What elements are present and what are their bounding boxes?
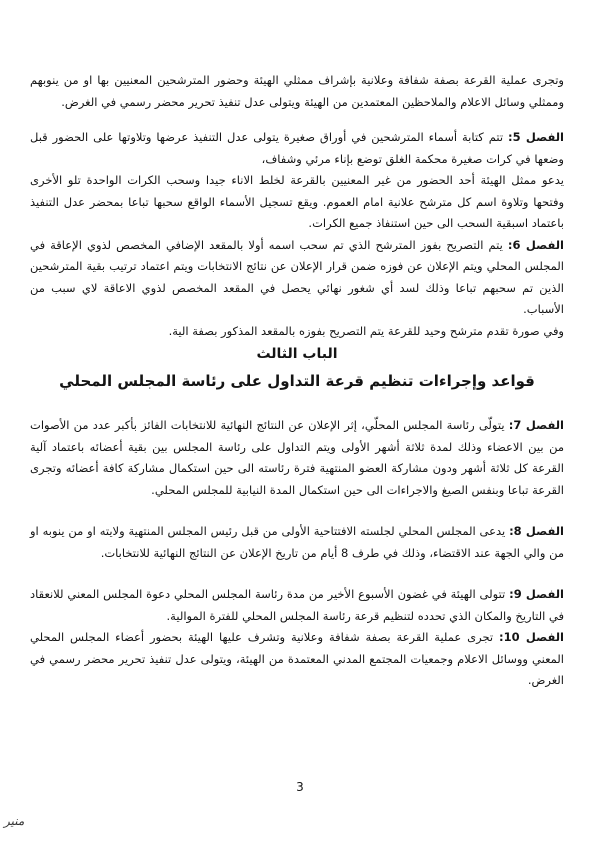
handwritten-initials: ﻣﻨﻴﺮ	[4, 814, 25, 828]
article-5-label: الفصل 5:	[507, 130, 565, 144]
article-9-label: الفصل 9:	[509, 587, 564, 601]
chapter-subtitle: قواعد وإجراءات تنظيم قرعة التداول على رئاسة المجلس المحلي	[59, 372, 535, 390]
article-8	[30, 521, 564, 564]
article-8-label: الفصل 8:	[509, 524, 564, 538]
paragraph-draw-steps: يدعو ممثل الهيئة أحد الحضور من غير المعنيين بالقرعة لخلط الاناء جيدا وسحب الكرات الواحدة تلو الأخرى وفتحها وتلاوة اسم كل مترشح علانية امام العموم. ويقع تسجيل الأسماء الواقع سحبها تباعا بمحضر عدل التنفيذ باعتماد اسبقية السحب الى حين استنفاذ جميع الكرات.	[30, 173, 564, 230]
article-7-label: الفصل 7:	[508, 418, 564, 432]
chapter-title: الباب الثالث	[256, 346, 338, 362]
article-7-text: يتولّى رئاسة المجلس المحلّي، إثر الإعلان عن النتائج النهائية للانتخابات الفائز بأكبر عدد من الأصوات من بين الاعضاء وذلك لمدة ثلاثة أشهر الأولى ويتم التداول على رئاسة المجلس بين بقية أعضائه باعتماد آلية القرعة كل ثلاثة أشهر ودون مشاركة العضو المنتهية فترة رئاسته الى حين استكمال مشاركة كافة أعضائه وتجرى القرعة تباعا وبنفس الصيغ والاجراءات الى حين استكمال المدة النيابية للمجلس المحلي.	[30, 418, 564, 497]
article-5-text: تتم كتابة أسماء المترشحين في أوراق صغيرة يتولى عدل التنفيذ عرضها وتلاوتها على الحضور قبل وضعها في كرات صغيرة محكمة الغلق توضع بإناء مرئي وشفاف،	[30, 130, 564, 166]
article-7	[30, 415, 564, 501]
article-9-text: تتولى الهيئة في غضون الأسبوع الأخير من مدة رئاسة المجلس المحلي دعوة المجلس المعني للانعقاد في التاريخ والمكان الذي تحدده لتنظيم قرعة رئاسة المجلس المحلي للفترة الموالية.	[30, 587, 564, 623]
article-10-text: تجرى عملية القرعة بصفة شفافة وعلانية وتشرف عليها الهيئة بحضور أعضاء المجلس المحلي المعني ووسائل الاعلام وجمعيات المجتمع المدني المعتمدة من الهيئة، ويتولى عدل تنفيذ تحرير محضر رسمي في الغرض.	[30, 630, 564, 687]
page-number: 3	[296, 780, 304, 794]
article-5	[30, 127, 564, 170]
article-8-text: يدعى المجلس المحلي لجلسته الافتتاحية الأولى من قبل رئيس المجلس المنتهية ولايته او من ينوبه او من والي الجهة عند الاقتضاء، وذلك في طرف 8 أيام من تاريخ الإعلان عن النتائج النهائية للانتخابات.	[30, 524, 564, 560]
article-9	[30, 584, 564, 627]
article-6	[30, 235, 564, 321]
article-10-label: الفصل 10:	[499, 630, 564, 644]
paragraph-draw-procedure: وتجرى عملية القرعة بصفة شفافة وعلانية بإشراف ممثلي الهيئة وحضور المترشحين المعنيين بها او من ينوبهم وممثلي وسائل الاعلام والملاحظين المعتمدين من الهيئة ويتولى عدل تنفيذ تحرير محضر رسمي في الغرض.	[30, 73, 564, 109]
article-10	[30, 627, 564, 692]
article-6-text: يتم التصريح بفوز المترشح الذي تم سحب اسمه أولا بالمقعد الإضافي المخصص لذوي الإعاقة في المجلس المحلي ويتم الإعلان عن فوزه ضمن قرار الإعلان عن نتائج الانتخابات ويتم اعتماد ترتيب بقية المترشحين الذين تم سحبهم تباعا وذلك لسد أي شغور نهائي يحصل في المقعد المخصص لذوي الاعاقة لاي سبب من الأسباب.	[30, 237, 564, 316]
paragraph-single-candidate: وفي صورة تقدم مترشح وحيد للقرعة يتم التصريح بفوزه بالمقعد المذكور بصفة الية.	[168, 323, 564, 338]
article-6-label: الفصل 6:	[507, 237, 564, 252]
